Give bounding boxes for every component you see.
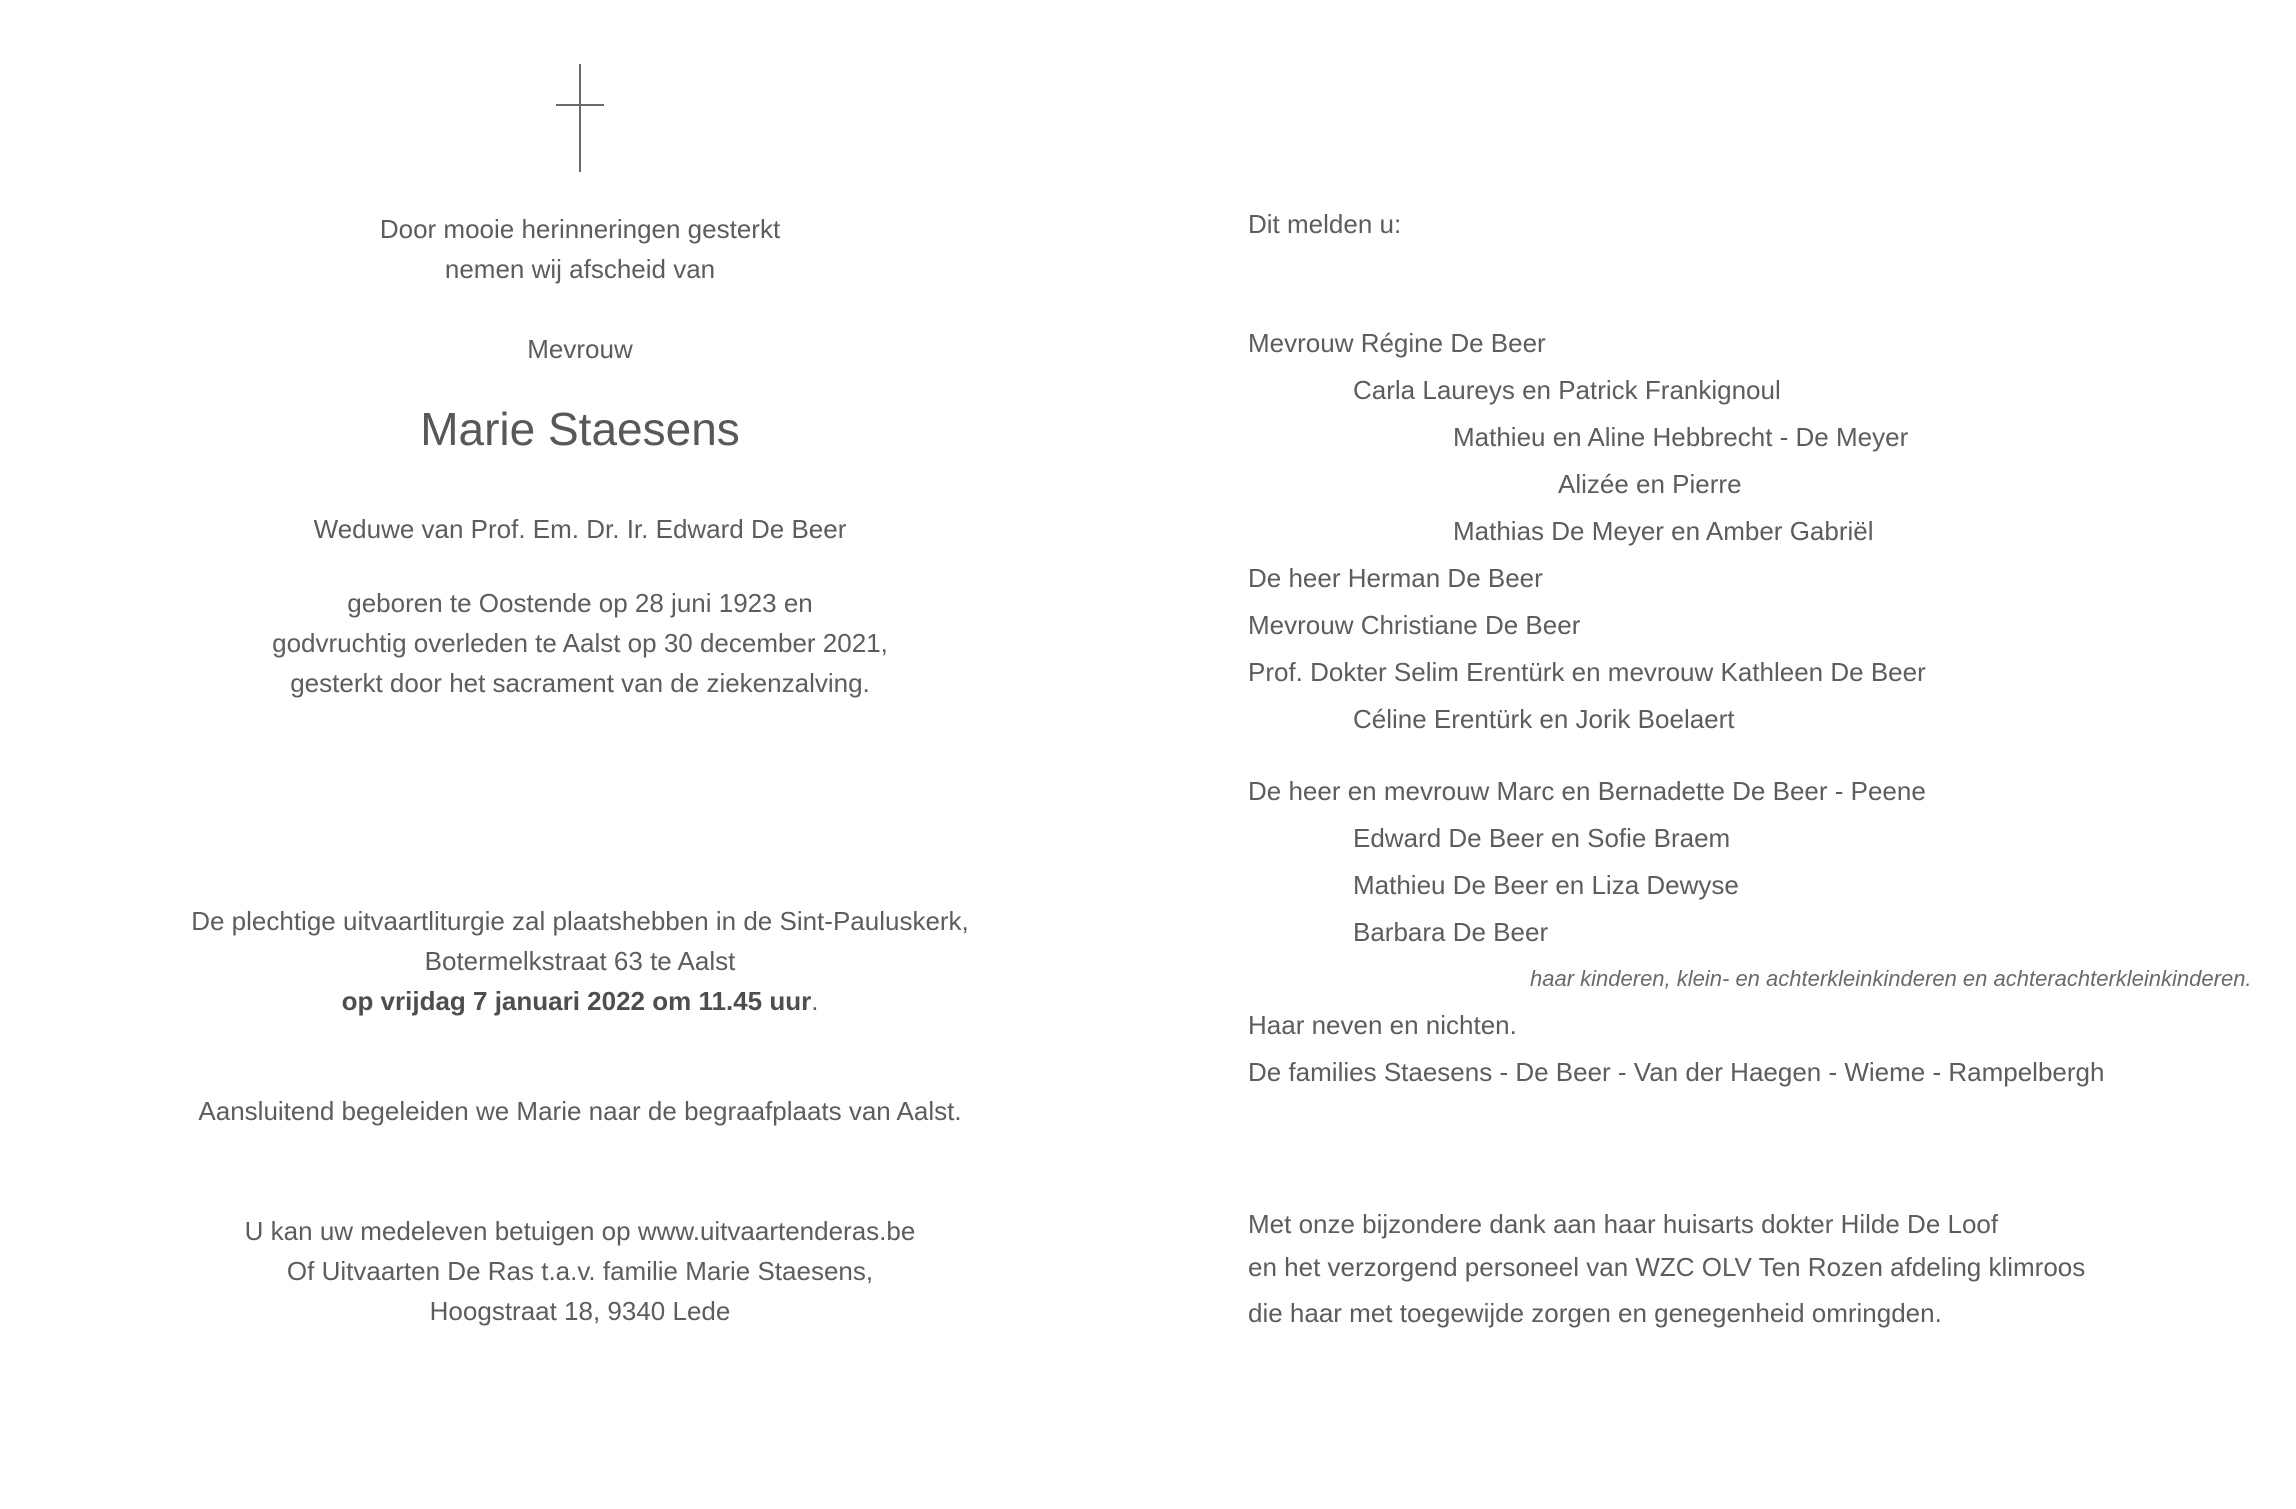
born-line: geboren te Oostende op 28 juni 1923 en bbox=[347, 588, 813, 618]
deceased-name: Marie Staesens bbox=[420, 403, 740, 455]
families-line: De families Staesens - De Beer - Van der Haegen - Wieme - Rampelbergh bbox=[1248, 1057, 2105, 1087]
family-member: Mevrouw Christiane De Beer bbox=[1248, 610, 1581, 640]
family-member: Mevrouw Régine De Beer bbox=[1248, 328, 1546, 358]
family-member: Edward De Beer en Sofie Braem bbox=[1353, 823, 1731, 853]
thanks-line-1: Met onze bijzondere dank aan haar huisarts dokter Hilde De Loof bbox=[1248, 1209, 1999, 1239]
liturgy-period: . bbox=[811, 986, 819, 1016]
thanks-line-3: die haar met toegewijde zorgen en genegenheid omringden. bbox=[1248, 1298, 1942, 1328]
family-member: De heer en mevrouw Marc en Bernadette De Beer - Peene bbox=[1248, 776, 1926, 806]
family-member: Mathieu De Beer en Liza Dewyse bbox=[1353, 870, 1739, 900]
intro-line-2: nemen wij afscheid van bbox=[444, 254, 716, 284]
died-line: godvruchtig overleden te Aalst op 30 december 2021, bbox=[272, 628, 888, 658]
family-member: Carla Laureys en Patrick Frankignoul bbox=[1353, 375, 1781, 405]
cousins-line: Haar neven en nichten. bbox=[1248, 1010, 1517, 1040]
family-member: Alizée en Pierre bbox=[1558, 469, 1742, 499]
family-member: Mathieu en Aline Hebbrecht - De Meyer bbox=[1453, 422, 1909, 452]
family-member: Barbara De Beer bbox=[1353, 917, 1549, 947]
family-member: Prof. Dokter Selim Erentürk en mevrouw Kathleen De Beer bbox=[1248, 657, 1926, 687]
condolence-line-2: Of Uitvaarten De Ras t.a.v. familie Marie Staesens, bbox=[286, 1256, 874, 1286]
liturgy-date: op vrijdag 7 januari 2022 om 11.45 uur bbox=[341, 986, 812, 1016]
intro-line-1: Door mooie herinneringen gesterkt bbox=[379, 214, 781, 244]
condolence-line-3: Hoogstraat 18, 9340 Lede bbox=[429, 1296, 731, 1326]
relation-note: haar kinderen, klein- en achterkleinkinderen en achterachterkleinkinderen. bbox=[1530, 966, 2252, 991]
liturgy-line-1: De plechtige uitvaartliturgie zal plaatshebben in de Sint-Pauluskerk, bbox=[191, 906, 969, 936]
liturgy-line-2: Botermelkstraat 63 te Aalst bbox=[424, 946, 736, 976]
cross-icon bbox=[556, 64, 604, 172]
announce-line: Dit melden u: bbox=[1248, 209, 1402, 239]
widow-of: Weduwe van Prof. Em. Dr. Ir. Edward De Beer bbox=[313, 514, 847, 544]
family-member: Céline Erentürk en Jorik Boelaert bbox=[1353, 704, 1735, 734]
condolence-line-1: U kan uw medeleven betuigen op www.uitvaartenderas.be bbox=[244, 1216, 916, 1246]
family-member: Mathias De Meyer en Amber Gabriël bbox=[1453, 516, 1874, 546]
sacrament-line: gesterkt door het sacrament van de ziekenzalving. bbox=[290, 668, 870, 698]
thanks-line-2: en het verzorgend personeel van WZC OLV Ten Rozen afdeling klimroos bbox=[1248, 1252, 2086, 1282]
family-member: De heer Herman De Beer bbox=[1248, 563, 1543, 593]
liturgy-date-line bbox=[180, 986, 980, 1017]
burial-line: Aansluitend begeleiden we Marie naar de begraafplaats van Aalst. bbox=[198, 1096, 962, 1126]
honorific: Mevrouw bbox=[527, 334, 633, 364]
